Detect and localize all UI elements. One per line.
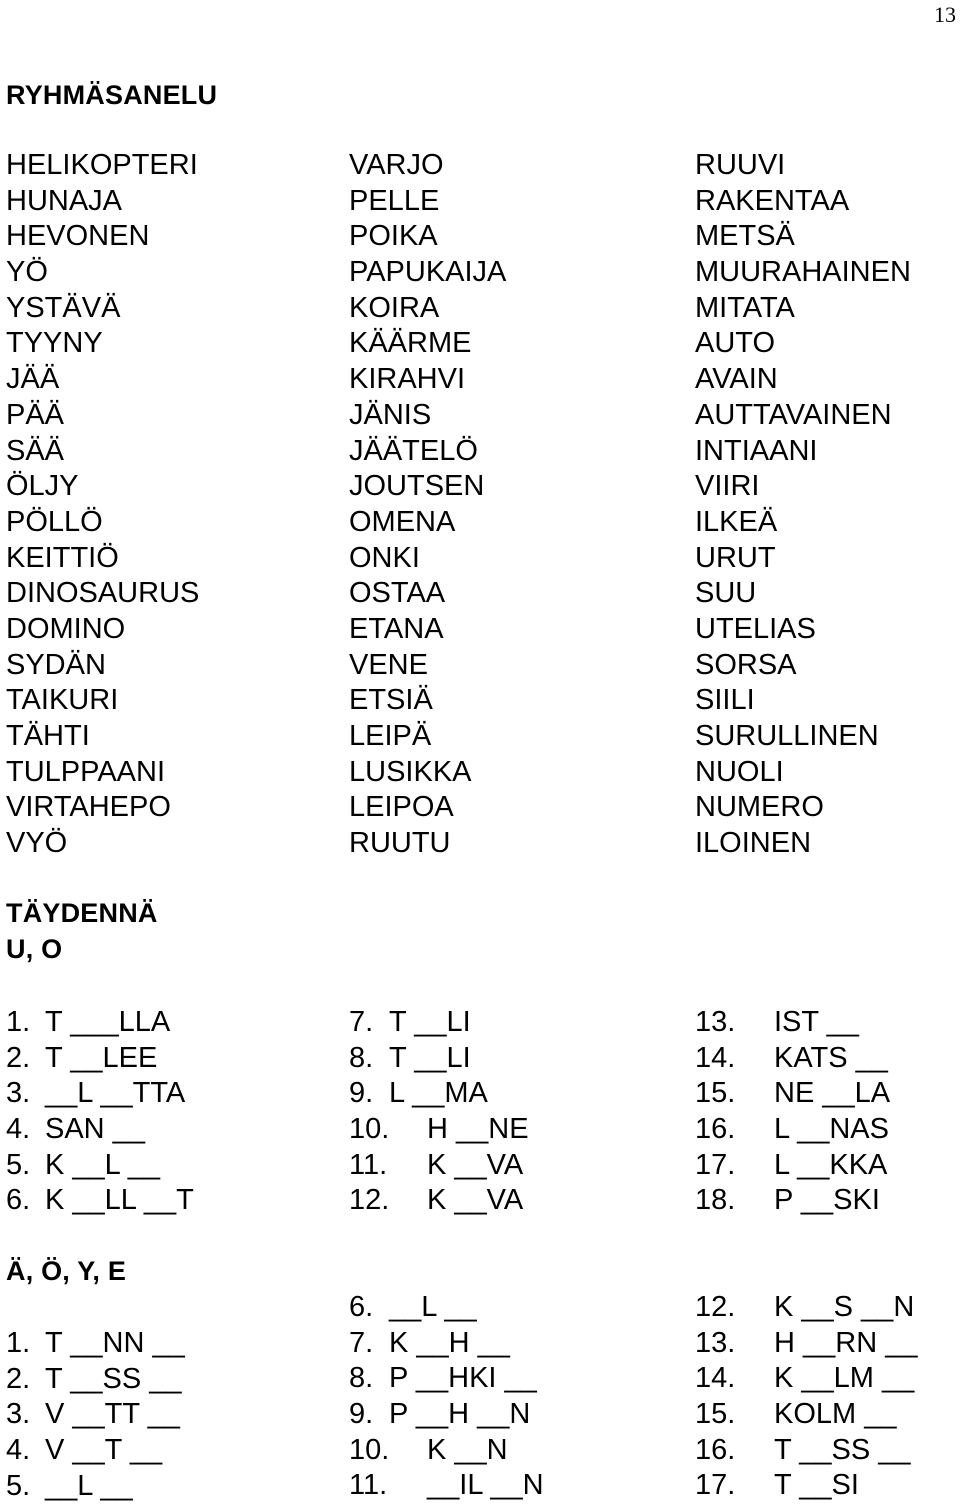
exercise-word-with-blanks: T ___LLA xyxy=(45,1006,171,1038)
exercise-number: 11. xyxy=(349,1469,388,1502)
word-item: URUT xyxy=(695,541,776,574)
exercise-number: 5. xyxy=(6,1469,31,1502)
word-item: AUTO xyxy=(695,327,776,360)
exercise-word-with-blanks: H __RN __ xyxy=(774,1326,918,1359)
exercise-number: 7. xyxy=(349,1326,374,1359)
section-heading-taydenna: TÄYDENNÄ xyxy=(6,898,158,928)
exercise-number: 16. xyxy=(695,1113,736,1146)
word-item: HELIKOPTERI xyxy=(6,149,198,181)
word-item: LEIPÄ xyxy=(349,720,432,752)
word-item: KIRAHVI xyxy=(349,363,466,396)
exercise-word-with-blanks: K __S __N xyxy=(774,1291,915,1323)
exercise-item xyxy=(695,1148,890,1184)
exercise-word-with-blanks: T __SS __ xyxy=(774,1433,911,1466)
exercise2-column-2 xyxy=(349,1290,544,1504)
exercise-item xyxy=(349,1148,529,1184)
exercise-item xyxy=(695,1112,890,1148)
word-item: TÄHTI xyxy=(6,720,90,752)
exercise-number: 15. xyxy=(695,1398,736,1431)
exercise-number: 9. xyxy=(349,1077,374,1110)
exercise-number: 10. xyxy=(349,1113,390,1146)
word-item: UTELIAS xyxy=(695,612,816,645)
exercise-number: 15. xyxy=(695,1077,736,1110)
exercise2-column-3 xyxy=(695,1290,917,1504)
word-item: SIILI xyxy=(695,684,755,717)
exercise-number: 9. xyxy=(349,1398,374,1431)
exercise-item xyxy=(349,1112,529,1148)
word-item: ILOINEN xyxy=(695,827,812,860)
exercise-item xyxy=(6,1148,194,1184)
word-item: VIIRI xyxy=(695,470,760,503)
word-item: KEITTIÖ xyxy=(6,541,119,574)
exercise-number: 4. xyxy=(6,1434,31,1467)
exercise-item xyxy=(349,1397,544,1433)
exercise-number: 1. xyxy=(6,1006,31,1038)
exercise-item xyxy=(349,1290,544,1326)
exercise-word-with-blanks: K __LL __T xyxy=(45,1184,194,1217)
exercise-item xyxy=(349,1041,529,1077)
exercise-item xyxy=(6,1005,194,1041)
exercise-number: 12. xyxy=(349,1184,390,1217)
word-item: RUUVI xyxy=(695,149,786,181)
word-item: LEIPOA xyxy=(349,791,454,824)
exercise-item xyxy=(6,1326,185,1362)
word-item: SORSA xyxy=(695,648,797,681)
exercise-word-with-blanks: V __T __ xyxy=(45,1434,163,1467)
exercise-number: 17. xyxy=(695,1469,736,1502)
word-item: JÄNIS xyxy=(349,398,432,431)
exercise-word-with-blanks: __L __TTA xyxy=(45,1077,186,1110)
exercise-item xyxy=(6,1112,194,1148)
word-item: VENE xyxy=(349,648,428,681)
word-item: OMENA xyxy=(349,505,456,538)
exercise-item xyxy=(6,1433,185,1469)
exercise-number: 8. xyxy=(349,1041,374,1074)
exercise-number: 6. xyxy=(6,1184,31,1217)
exercise-item xyxy=(6,1362,185,1398)
exercise-word-with-blanks: T __LI xyxy=(389,1006,471,1038)
exercise-word-with-blanks: H __NE xyxy=(427,1113,529,1146)
word-item: JÄÄTELÖ xyxy=(349,434,478,467)
word-item: DINOSAURUS xyxy=(6,577,200,610)
exercise-item xyxy=(6,1041,194,1077)
exercise-word-with-blanks: T __LEE xyxy=(45,1041,158,1074)
exercise-word-with-blanks: __L __ xyxy=(45,1469,133,1502)
word-item: JÄÄ xyxy=(6,363,60,396)
word-item: VYÖ xyxy=(6,827,68,860)
exercise-word-with-blanks: L __MA xyxy=(389,1077,488,1110)
exercise-number: 6. xyxy=(349,1291,374,1323)
word-item: PAPUKAIJA xyxy=(349,256,507,289)
exercise-item xyxy=(6,1076,194,1112)
exercise1-column-3 xyxy=(695,1005,890,1219)
exercise-item xyxy=(695,1397,917,1433)
exercise-item xyxy=(695,1326,917,1362)
exercise-word-with-blanks: K __H __ xyxy=(389,1326,510,1359)
exercise-item xyxy=(349,1076,529,1112)
page-title: RYHMÄSANELU xyxy=(6,80,218,110)
section-subheading-vowels-u-o: U, O xyxy=(6,934,63,964)
word-item: VIRTAHEPO xyxy=(6,791,171,824)
exercise-item xyxy=(6,1469,185,1504)
exercise-item xyxy=(695,1041,890,1077)
word-item: TAIKURI xyxy=(6,684,119,717)
exercise-word-with-blanks: K __VA xyxy=(427,1184,524,1217)
word-item: TULPPAANI xyxy=(6,755,166,788)
exercise-number: 14. xyxy=(695,1362,736,1395)
word-item: MITATA xyxy=(695,291,795,324)
exercise-number: 3. xyxy=(6,1398,31,1431)
word-item: NUOLI xyxy=(695,755,784,788)
exercise-word-with-blanks: T __SS __ xyxy=(45,1362,182,1395)
exercise-item xyxy=(695,1183,890,1219)
exercise-item xyxy=(695,1005,890,1041)
exercise1-column-1 xyxy=(6,1005,194,1219)
word-list-column-2 xyxy=(349,148,506,862)
exercise-word-with-blanks: NE __LA xyxy=(774,1077,891,1110)
word-item: OSTAA xyxy=(349,577,446,610)
exercise-number: 13. xyxy=(695,1006,736,1038)
word-item: AVAIN xyxy=(695,363,778,396)
exercise-item xyxy=(349,1326,544,1362)
section-heading-vowels-a-o-y-e: Ä, Ö, Y, E xyxy=(6,1256,127,1286)
exercise-word-with-blanks: K __LM __ xyxy=(774,1362,915,1395)
exercise-word-with-blanks: __IL __N xyxy=(427,1469,544,1502)
word-item: YSTÄVÄ xyxy=(6,291,121,324)
exercise1-column-2 xyxy=(349,1005,529,1219)
exercise-number: 17. xyxy=(695,1148,736,1181)
exercise-item xyxy=(695,1076,890,1112)
exercise-word-with-blanks: K __VA xyxy=(427,1148,524,1181)
word-item: LUSIKKA xyxy=(349,755,472,788)
exercise-item xyxy=(6,1183,194,1219)
exercise-item xyxy=(349,1361,544,1397)
exercise-number: 14. xyxy=(695,1041,736,1074)
word-item: ILKEÄ xyxy=(695,505,778,538)
exercise-word-with-blanks: P __HKI __ xyxy=(389,1362,537,1395)
exercise-number: 13. xyxy=(695,1326,736,1359)
exercise-number: 16. xyxy=(695,1433,736,1466)
exercise2-column-1 xyxy=(6,1326,185,1504)
exercise-number: 3. xyxy=(6,1077,31,1110)
word-item: AUTTAVAINEN xyxy=(695,398,892,431)
word-item: ONKI xyxy=(349,541,420,574)
word-item: SUU xyxy=(695,577,757,610)
word-item: ETSIÄ xyxy=(349,684,433,717)
exercise-item xyxy=(349,1468,544,1504)
word-item: NUMERO xyxy=(695,791,824,824)
word-item: ÖLJY xyxy=(6,470,79,503)
exercise-item xyxy=(695,1290,917,1326)
word-item: INTIAANI xyxy=(695,434,818,467)
exercise-word-with-blanks: L __KKA xyxy=(774,1148,888,1181)
exercise-word-with-blanks: KATS __ xyxy=(774,1041,888,1074)
exercise-number: 5. xyxy=(6,1148,31,1181)
word-item: KÄÄRME xyxy=(349,327,472,360)
exercise-word-with-blanks: V __TT __ xyxy=(45,1398,180,1431)
word-list-column-3 xyxy=(695,148,911,862)
word-item: RAKENTAA xyxy=(695,184,850,217)
exercise-number: 2. xyxy=(6,1362,31,1395)
exercise-word-with-blanks: __L __ xyxy=(389,1291,477,1323)
word-item: KOIRA xyxy=(349,291,440,324)
word-item: SÄÄ xyxy=(6,434,65,467)
word-item: POIKA xyxy=(349,220,438,253)
word-item: SYDÄN xyxy=(6,648,106,681)
word-list-column-1 xyxy=(6,148,199,862)
word-item: ETANA xyxy=(349,612,444,645)
exercise-word-with-blanks: K __L __ xyxy=(45,1148,161,1181)
exercise-number: 4. xyxy=(6,1113,31,1146)
word-item: MUURAHAINEN xyxy=(695,256,911,289)
word-item: PÄÄ xyxy=(6,398,65,431)
exercise-word-with-blanks: SAN __ xyxy=(45,1113,145,1146)
exercise-number: 2. xyxy=(6,1041,31,1074)
word-item: PÖLLÖ xyxy=(6,505,103,538)
exercise-item xyxy=(349,1433,544,1469)
exercise-number: 12. xyxy=(695,1291,736,1323)
exercise-number: 7. xyxy=(349,1006,374,1038)
word-item: PELLE xyxy=(349,184,440,217)
exercise-word-with-blanks: T __SI xyxy=(774,1469,859,1502)
exercise-item xyxy=(6,1397,185,1433)
word-item: HEVONEN xyxy=(6,220,150,253)
exercise-item xyxy=(695,1468,917,1504)
exercise-word-with-blanks: K __N xyxy=(427,1433,508,1466)
exercise-word-with-blanks: IST __ xyxy=(774,1006,859,1038)
exercise-item xyxy=(695,1433,917,1469)
page-number: 13 xyxy=(934,2,956,27)
exercise-number: 11. xyxy=(349,1148,388,1181)
exercise-item xyxy=(349,1005,529,1041)
word-item: VARJO xyxy=(349,149,444,181)
word-item: YÖ xyxy=(6,256,48,289)
word-item: DOMINO xyxy=(6,612,126,645)
word-item: JOUTSEN xyxy=(349,470,485,503)
word-item: RUUTU xyxy=(349,827,451,860)
exercise-word-with-blanks: P __SKI xyxy=(774,1184,880,1217)
word-item: METSÄ xyxy=(695,220,795,253)
exercise-word-with-blanks: T __LI xyxy=(389,1041,471,1074)
exercise-number: 18. xyxy=(695,1184,736,1217)
exercise-word-with-blanks: KOLM __ xyxy=(774,1398,897,1431)
exercise-item xyxy=(695,1361,917,1397)
word-item: TYYNY xyxy=(6,327,103,360)
word-item: HUNAJA xyxy=(6,184,123,217)
exercise-number: 8. xyxy=(349,1362,374,1395)
exercise-item xyxy=(349,1183,529,1219)
exercise-word-with-blanks: L __NAS xyxy=(774,1113,889,1146)
word-item: SURULLINEN xyxy=(695,720,879,752)
exercise-word-with-blanks: T __NN __ xyxy=(45,1327,185,1359)
exercise-number: 1. xyxy=(6,1327,31,1359)
exercise-word-with-blanks: P __H __N xyxy=(389,1398,531,1431)
exercise-number: 10. xyxy=(349,1433,390,1466)
